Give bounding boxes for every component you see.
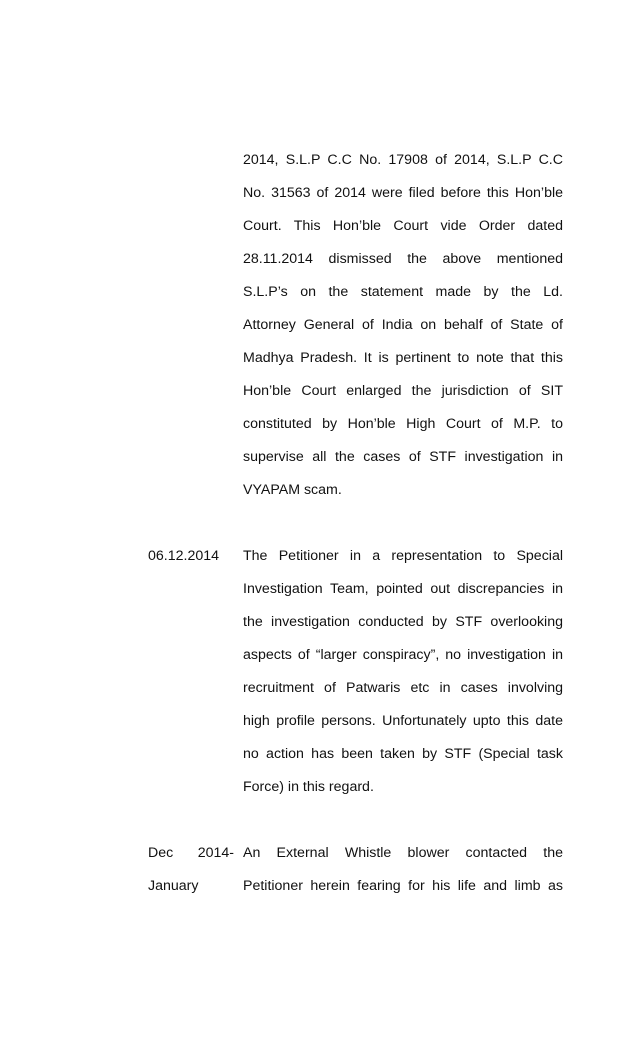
paragraph-line: VYAPAM scam. (243, 482, 342, 498)
paragraph-line: 2014, S.L.P C.C No. 17908 of 2014, S.L.P C.C (243, 152, 563, 168)
entry-date-continued: January (148, 878, 199, 894)
paragraph-line: Petitioner herein fearing for his life and limb as (243, 878, 563, 894)
paragraph-line: constituted by Hon’ble High Court of M.P. to (243, 416, 563, 432)
paragraph-line: the investigation conducted by STF overlooking (243, 614, 563, 630)
paragraph-line: recruitment of Patwaris etc in cases involving (243, 680, 563, 696)
paragraph-line: no action has been taken by STF (Special task (243, 746, 563, 762)
paragraph-line: Attorney General of India on behalf of State of (243, 317, 563, 333)
entry-date: 06.12.2014 (148, 548, 220, 564)
paragraph-line: The Petitioner in a representation to Special (243, 548, 563, 564)
paragraph-line: supervise all the cases of STF investigation in (243, 449, 563, 465)
paragraph-line: No. 31563 of 2014 were filed before this Hon’ble (243, 185, 563, 201)
paragraph-line: Investigation Team, pointed out discrepancies in (243, 581, 563, 597)
paragraph-line: Force) in this regard. (243, 779, 374, 795)
entry-date: Dec 2014- (148, 845, 234, 861)
paragraph-line: Hon’ble Court enlarged the jurisdiction of SIT (243, 383, 563, 399)
paragraph-line: aspects of “larger conspiracy”, no investigation in (243, 647, 563, 663)
paragraph-line: 28.11.2014 dismissed the above mentioned (243, 251, 563, 267)
paragraph-line: Court. This Hon’ble Court vide Order dated (243, 218, 563, 234)
paragraph-line: Madhya Pradesh. It is pertinent to note that this (243, 350, 563, 366)
paragraph-line: An External Whistle blower contacted the (243, 845, 563, 861)
paragraph-line: high profile persons. Unfortunately upto this date (243, 713, 563, 729)
paragraph-line: S.L.P’s on the statement made by the Ld. (243, 284, 563, 300)
